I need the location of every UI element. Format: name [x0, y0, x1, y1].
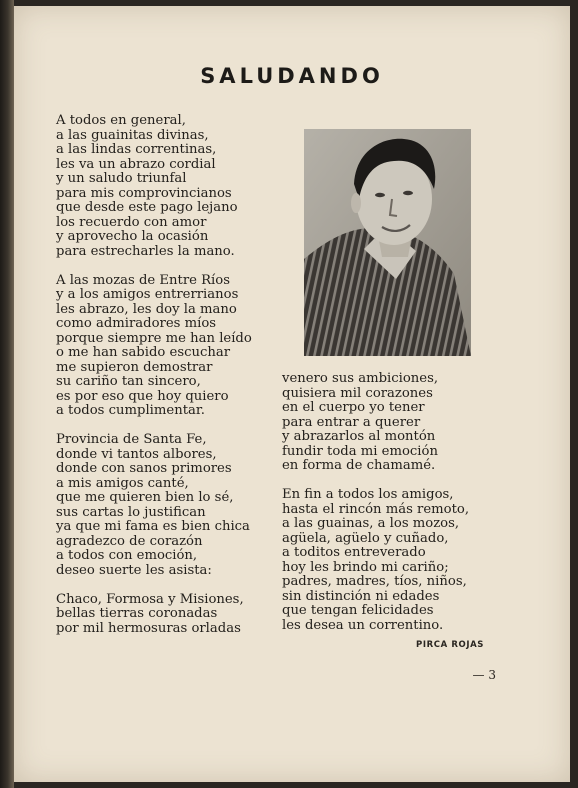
poem-line: padres, madres, tíos, niños, — [282, 574, 467, 589]
poem-line: porque siempre me han leído — [56, 330, 252, 346]
poem-line: como admiradores míos — [56, 316, 217, 331]
poem-line: Provincia de Santa Fe, — [56, 432, 207, 447]
poem-line: a todos cumplimentar. — [56, 403, 205, 418]
poem-line: hasta el rincón más remoto, — [282, 501, 470, 517]
poem-line: sus cartas lo justifican — [56, 504, 206, 520]
poem-line: a las guainitas divinas, — [56, 127, 209, 143]
poem-stanza — [56, 593, 296, 637]
poem-line: y a los amigos entrerrianos — [56, 287, 239, 302]
poem-line: que me quieren bien lo sé, — [56, 490, 234, 505]
poem-line: A todos en general, — [56, 113, 186, 128]
right-poem-column — [282, 372, 514, 648]
poem-line: en forma de chamamé. — [282, 458, 436, 473]
poem-line: agüela, agüelo y cuñado, — [282, 530, 449, 546]
poem-line: hoy les brindo mi cariño; — [282, 559, 449, 575]
poem-line: para mis comprovincianos — [56, 185, 232, 201]
poem-line: que desde este pago lejano — [56, 200, 238, 215]
poem-line: Chaco, Formosa y Misiones, — [56, 591, 244, 607]
poem-line: su cariño tan sincero, — [56, 374, 201, 389]
poem-line: En fin a todos los amigos, — [282, 487, 454, 502]
poem-line: y abrazarlos al montón — [282, 429, 436, 444]
poem-line: para estrecharles la mano. — [56, 243, 235, 259]
poem-line: que tengan felicidades — [282, 603, 434, 618]
left-poem-column — [56, 114, 296, 651]
poem-line: a toditos entreverado — [282, 545, 426, 560]
poem-line: donde con sanos primores — [56, 461, 232, 476]
poem-line: para entrar a querer — [282, 414, 421, 430]
poem-line: fundir toda mi emoción — [282, 443, 438, 459]
poem-stanza — [56, 433, 296, 578]
poem-line: ya que mi fama es bien chica — [56, 519, 250, 534]
poem-line: sin distinción ni edades — [282, 588, 440, 604]
poem-line: en el cuerpo yo tener — [282, 400, 425, 415]
page-number: — 3 — [472, 668, 496, 682]
poem-stanza — [56, 114, 296, 259]
poem-line: A las mozas de Entre Ríos — [56, 272, 230, 288]
poem-line: y aprovecho la ocasión — [56, 229, 209, 244]
poem-stanza — [282, 488, 514, 633]
poem-line: les va un abrazo cordial — [56, 156, 216, 172]
poem-line: y un saludo triunfal — [56, 171, 187, 186]
poem-line: venero sus ambiciones, — [282, 371, 439, 386]
book-spine — [0, 0, 14, 788]
poem-line: los recuerdo con amor — [56, 214, 207, 230]
poem-line: o me han sabido escuchar — [56, 345, 231, 360]
poem-line: deseo suerte les asista: — [56, 562, 212, 578]
poem-title: SALUDANDO — [200, 64, 384, 88]
poem-line: por mil hermosuras orladas — [56, 620, 241, 636]
author-signature: PIRCA ROJAS — [416, 640, 484, 650]
poem-line: a las lindas correntinas, — [56, 142, 217, 157]
poem-line: donde vi tantos albores, — [56, 446, 217, 462]
poem-line: quisiera mil corazones — [282, 385, 433, 401]
poem-line: les abrazo, les doy la mano — [56, 301, 237, 317]
poem-line: me supieron demostrar — [56, 359, 213, 375]
poem-line: a las guainas, a los mozos, — [282, 516, 460, 531]
poem-stanza — [282, 372, 514, 474]
poem-line: bellas tierras coronadas — [56, 606, 218, 621]
poem-stanza — [56, 274, 296, 419]
book-page — [14, 6, 570, 782]
poem-line: les desea un correntino. — [282, 617, 444, 633]
poem-line: es por eso que hoy quiero — [56, 388, 229, 404]
portrait-photo — [304, 129, 471, 356]
poem-line: agradezco de corazón — [56, 533, 203, 549]
portrait-photo-image — [304, 129, 471, 356]
poem-line: a todos con emoción, — [56, 548, 198, 563]
poem-line: a mis amigos canté, — [56, 475, 189, 491]
